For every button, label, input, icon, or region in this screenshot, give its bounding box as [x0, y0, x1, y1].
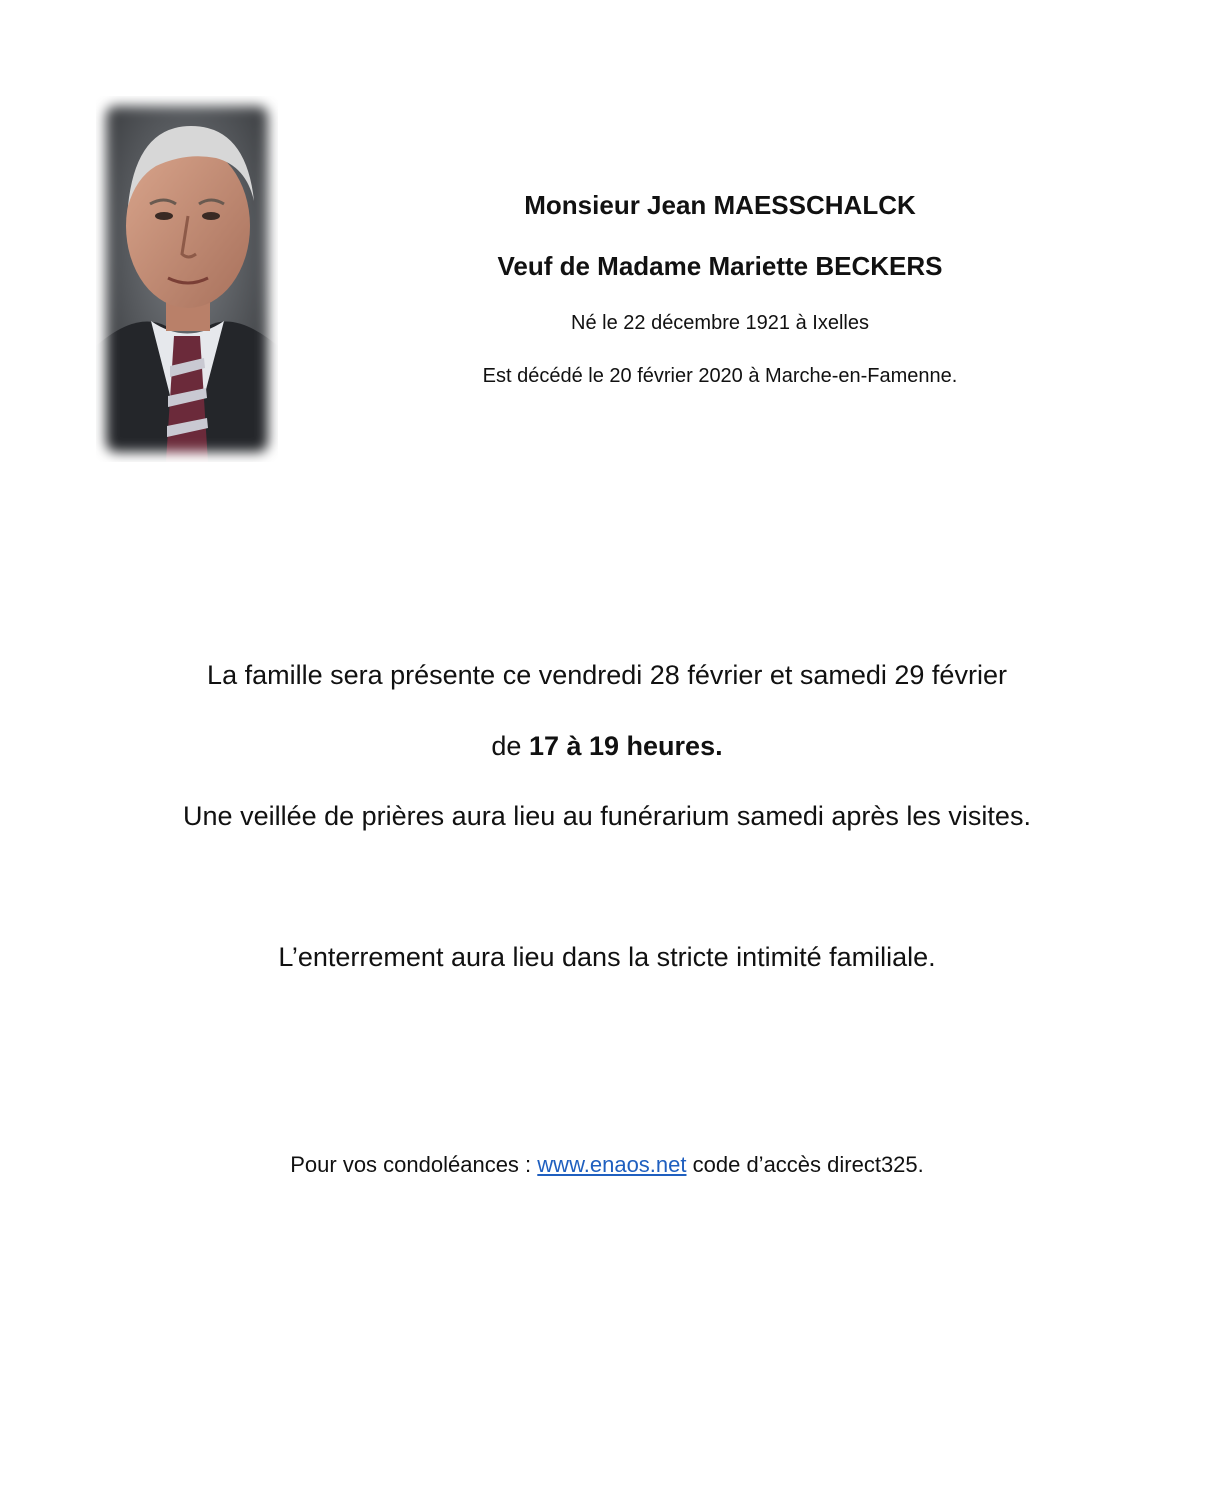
hours-prefix: de	[491, 731, 522, 761]
birth-line: Né le 22 décembre 1921 à Ixelles	[571, 312, 869, 334]
vigil-line: Une veillée de prières aura lieu au funérarium samedi après les visites.	[183, 801, 1031, 831]
death-line: Est décédé le 20 février 2020 à Marche-en-Famenne.	[482, 365, 958, 387]
widow-of-line: Veuf de Madame Mariette BECKERS	[497, 251, 943, 281]
condolences-suffix: code d’accès direct325.	[692, 1152, 924, 1177]
condolences-link[interactable]: www.enaos.net	[537, 1152, 687, 1177]
visiting-hours: 17 à 19 heures.	[528, 731, 723, 761]
visiting-hours-line	[0, 731, 1214, 762]
deceased-name: Monsieur Jean MAESSCHALCK	[524, 190, 916, 220]
burial-line: L’enterrement aura lieu dans la stricte intimité familiale.	[278, 942, 936, 972]
condolences-line	[0, 1152, 1214, 1178]
condolences-prefix: Pour vos condoléances :	[290, 1152, 532, 1177]
portrait-photo	[96, 96, 278, 462]
family-presence-line: La famille sera présente ce vendredi 28 février et samedi 29 février	[207, 660, 1007, 690]
